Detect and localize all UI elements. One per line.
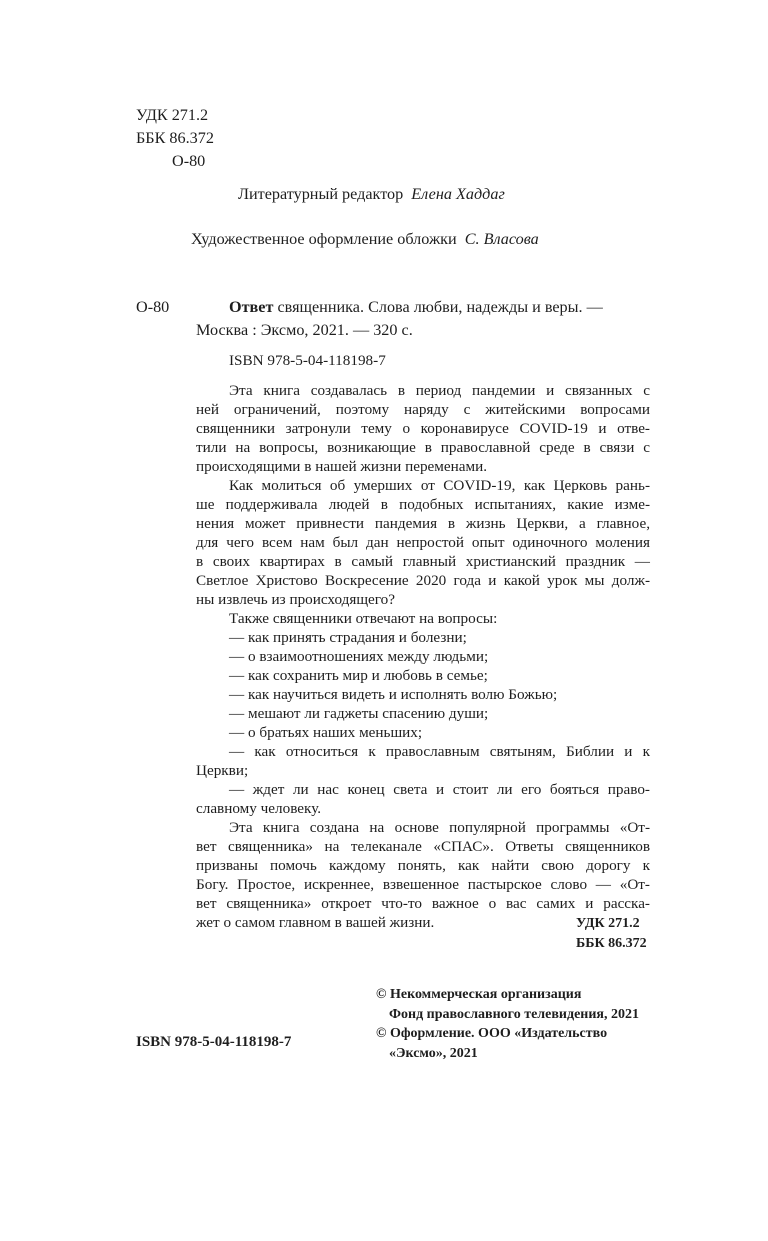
cover-designer-name: С. Власова	[464, 230, 539, 248]
copyright-line: © Некоммерческая организация	[376, 987, 582, 1002]
copyright-line: © Оформление. ООО «Издательство	[376, 1026, 608, 1041]
annotation-line: вет священника» на телеканале «СПАС». Ответы священников	[196, 838, 650, 855]
annotation-line: Как молиться об умерших от COVID-19, как Церковь рань-	[229, 477, 650, 494]
bib-mark: О-80	[136, 298, 170, 316]
annotation-list-item: — ждет ли нас конец света и стоит ли его бояться право-	[229, 781, 650, 798]
annotation-line: вет священника» откроет что-то важное о вас самих и расска-	[196, 895, 650, 912]
annotation-line: жет о самом главном в вашей жизни.	[196, 914, 435, 931]
annotation-list-item: — как научиться видеть и исполнять волю Божью;	[229, 686, 558, 703]
author-mark: О-80	[172, 152, 206, 170]
annotation-list-item: — о братьях наших меньших;	[229, 724, 423, 741]
bib-title-rest: священника. Слова любви, надежды и веры. —	[273, 298, 603, 316]
annotation-list-item: — мешают ли гаджеты спасению души;	[229, 705, 489, 722]
footer-codes	[576, 914, 647, 954]
editor-role: Литературный редактор	[238, 185, 404, 203]
annotation-list-item: — как относиться к православным святыням, Библии и к	[229, 743, 650, 760]
annotation-line: Эта книга создавалась в период пандемии и связанных с	[229, 382, 650, 399]
copyright-line: Фонд православного телевидения, 2021	[389, 1006, 639, 1022]
classification-block	[136, 104, 214, 173]
annotation-line: Эта книга создана на основе популярной программы «От-	[229, 819, 650, 836]
annotation-list-item: — о взаимоотношениях между людьми;	[229, 648, 489, 665]
annotation-line: Светлое Христово Воскресение 2020 года и какой урок мы долж-	[196, 572, 650, 589]
annotation-list-item: — как принять страдания и болезни;	[229, 629, 467, 646]
isbn-footer: ISBN 978-5-04-118198-7	[136, 1034, 292, 1050]
annotation	[196, 381, 650, 932]
copyright-line: «Эксмо», 2021	[389, 1045, 478, 1061]
bib-title-line	[229, 298, 603, 317]
cover-credit	[191, 230, 539, 249]
editor-name: Елена Хаддаг	[411, 185, 505, 203]
annotation-line: Также священники отвечают на вопросы:	[229, 610, 498, 627]
bib-isbn: ISBN 978-5-04-118198-7	[229, 352, 386, 369]
copyright-block	[376, 985, 639, 1063]
annotation-line: ше поддерживала людей в подобных испытаниях, какие изме-	[196, 496, 650, 513]
annotation-list-item: — как сохранить мир и любовь в семье;	[229, 667, 488, 684]
footer-udk: УДК 271.2	[576, 916, 640, 931]
editor-credit	[238, 185, 505, 204]
footer-bbk: ББК 86.372	[576, 936, 647, 951]
annotation-line: для чего всем нам был дан непростой опыт одиночного моления	[196, 534, 650, 551]
bib-publisher-line: Москва : Эксмо, 2021. — 320 с.	[196, 321, 413, 339]
annotation-line: Церкви;	[196, 762, 249, 779]
annotation-line: священники затронули тему о коронавирусе COVID-19 и отве-	[196, 420, 650, 437]
annotation-line: происходящими в нашей жизни переменами.	[196, 458, 488, 475]
annotation-line: в своих квартирах в самый главный христианский праздник —	[196, 553, 650, 570]
annotation-line: Богу. Простое, искреннее, взвешенное пастырское слово — «От-	[196, 876, 650, 893]
cover-role: Художественное оформление обложки	[191, 230, 457, 248]
bbk-code: ББК 86.372	[136, 129, 214, 147]
annotation-line: призваны помочь каждому понять, как найти свою дорогу к	[196, 857, 650, 874]
annotation-line: нения может привнести пандемия в жизнь Церкви, а главное,	[196, 515, 650, 532]
annotation-line: ней ограничений, поэтому наряду с житейскими вопросами	[196, 401, 650, 418]
udk-code: УДК 271.2	[136, 106, 209, 124]
annotation-line: тили на вопросы, возникающие в православной среде в связи с	[196, 439, 650, 456]
annotation-line: ны извлечь из происходящего?	[196, 591, 395, 608]
annotation-line: славному человеку.	[196, 800, 322, 817]
bib-title-bold: Ответ	[229, 298, 274, 316]
